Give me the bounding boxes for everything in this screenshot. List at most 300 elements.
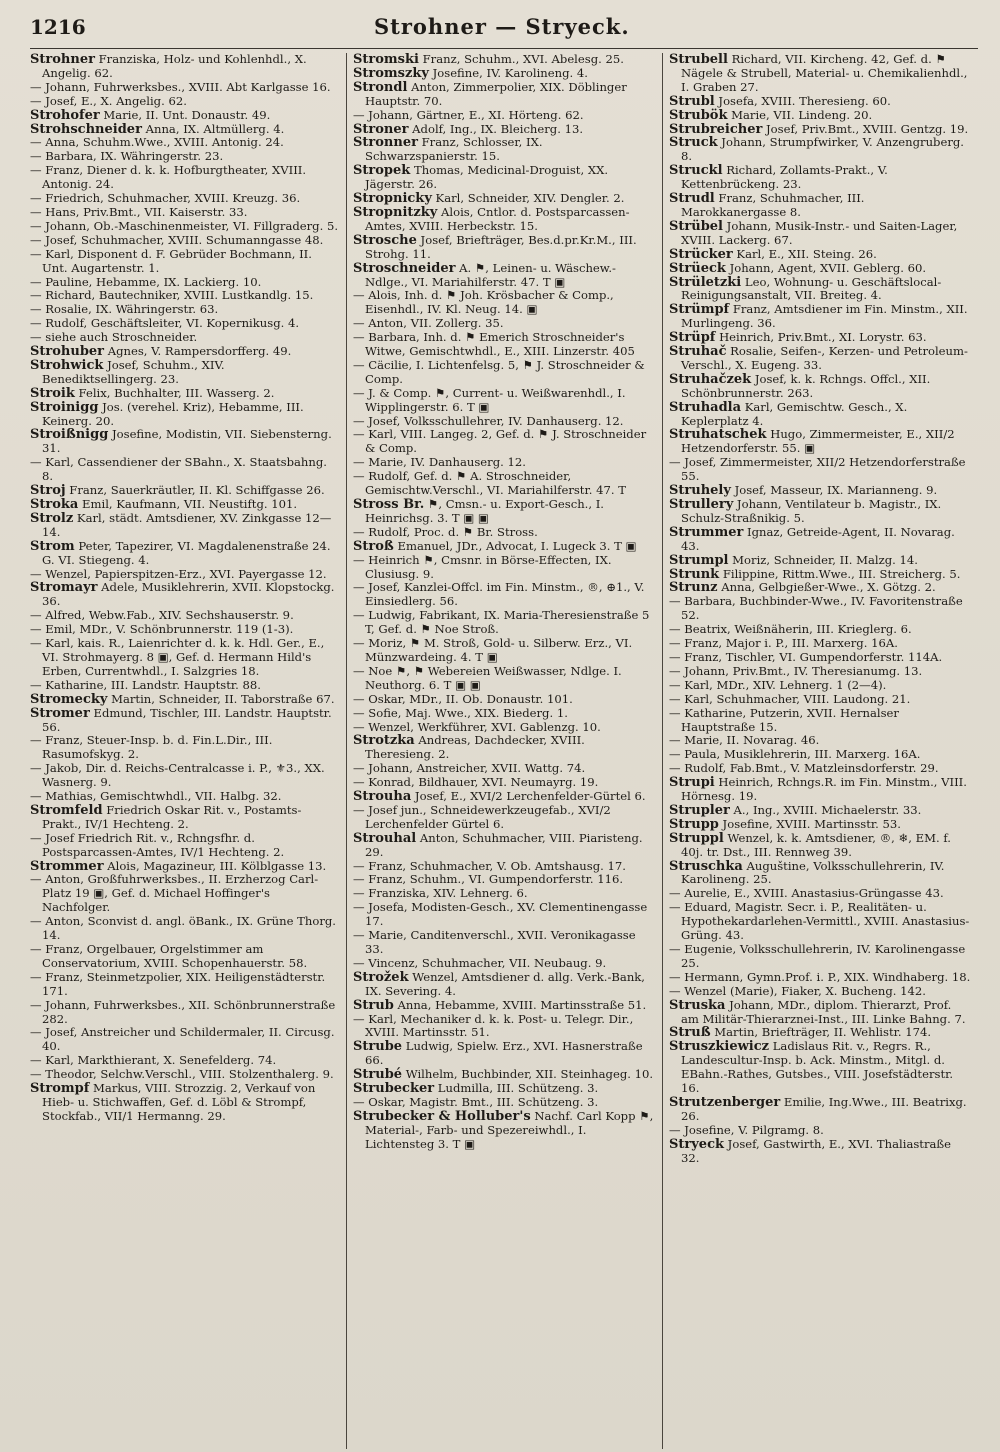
entry-surname: Strummer (669, 524, 744, 540)
directory-entry (353, 359, 656, 387)
entry-details: — Josef, Anstreicher und Schildermaler, II. Circusg. 40. (30, 1025, 335, 1054)
entry-details: — J. & Comp. ⚑, Current- u. Weißwarenhdl., I. Wipplingerstr. 6. T ▣ (353, 385, 626, 414)
directory-entry (669, 95, 972, 109)
entry-details: Heinrich, Priv.Bmt., XI. Lorystr. 63. (715, 330, 927, 345)
entry-details: Franz, Sauerkräutler, II. Kl. Schiffgasse 26. (65, 483, 325, 498)
entry-details: — Karl, MDr., XIV. Lehnerg. 1 (2—4). (669, 677, 887, 692)
entry-details: — Sofie, Maj. Wwe., XIX. Biederg. 1. (353, 705, 568, 720)
entry-surname: Strosche (353, 232, 417, 248)
directory-entry (30, 804, 340, 832)
entry-surname: Stross Br. (353, 497, 425, 512)
entry-surname: Strupi (669, 775, 715, 791)
entry-details: — Marie, Canditenverschl., XVII. Veronikagasse 33. (353, 928, 636, 956)
entry-details: — Franz, Tischler, VI. Gumpendorferstr. 114A. (669, 649, 943, 664)
directory-entry (353, 1040, 656, 1068)
entry-details: Alois, Magazineur, III. Kölblgasse 13. (103, 858, 327, 873)
entry-details: — Marie, II. Novarag. 46. (669, 733, 820, 748)
entry-surname: Strožek (353, 969, 409, 985)
directory-entry (30, 762, 340, 790)
entry-details: — Alfred, Webw.Fab., XIV. Sechshauserstr. 9. (30, 608, 294, 623)
directory-entry (30, 498, 340, 512)
column-3 (662, 53, 978, 1449)
directory-entry (669, 985, 972, 999)
directory-entry (669, 248, 972, 262)
entry-surname: Strüeck (669, 260, 726, 276)
directory-entry (669, 401, 972, 429)
entry-details: Josef, E., XVI/2 Lerchenfelder-Gürtel 6. (411, 789, 646, 804)
entry-details: Heinrich, Rchngs.R. im Fin. Minstm., VIII. Hörnesg. 19. (681, 775, 967, 804)
entry-details: — Marie, IV. Danhauserg. 12. (353, 455, 526, 470)
entry-details: — Hans, Priv.Bmt., VII. Kaiserstr. 33. (30, 204, 248, 219)
entry-details: — Josef Friedrich Rit. v., Rchngsfhr. d. Postsparcassen-Amtes, IV/1 Hechteng. 2. (30, 830, 285, 859)
entry-details: Karl, E., XII. Steing. 26. (732, 246, 877, 261)
directory-entry (669, 581, 972, 595)
entry-details: — Richard, Bautechniker, XVIII. Lustkandlg. 15. (30, 288, 314, 303)
directory-entry (30, 623, 340, 637)
directory-entry (353, 456, 656, 470)
directory-entry (30, 971, 340, 999)
entry-surname: Struhatschek (669, 427, 767, 443)
directory-entry (669, 679, 972, 693)
entry-surname: Strotzka (353, 733, 415, 749)
entry-surname: Struhadla (669, 399, 742, 415)
entry-details: A., Ing., XVIII. Michaelerstr. 33. (729, 802, 922, 817)
directory-entry (353, 1013, 656, 1041)
entry-details: Emanuel, JDr., Advocat, I. Lugeck 3. T ▣ (393, 538, 637, 553)
entry-details: Thomas, Medicinal-Droguist, XX. Jägerstr. 26. (365, 163, 609, 192)
column-2 (346, 53, 662, 1449)
entry-surname: Strubök (669, 107, 728, 123)
entry-details: — Anton, VII. Zollerg. 35. (353, 316, 504, 331)
directory-entry (30, 484, 340, 498)
directory-entry (353, 1082, 656, 1096)
entry-details: — Josef, Volksschullehrer, IV. Danhauserg. 12. (353, 413, 624, 428)
directory-entry (353, 289, 656, 317)
entry-details: Hugo, Zimmermeister, E., XII/2 Hetzendorferstr. 55. ▣ (681, 427, 955, 456)
entry-details: — Barbara, Inh. d. ⚑ Emerich Stroschneider's Witwe, Gemischtwhdl., E., XIII. Linzerstr. 405 (353, 330, 635, 359)
entry-surname: Struska (669, 997, 726, 1013)
entry-details: — Franz, Schuhm., VI. Gumpendorferstr. 116. (353, 872, 624, 887)
entry-details: Ignaz, Getreide-Agent, II. Novarag. 43. (681, 524, 955, 553)
directory-entry (353, 721, 656, 735)
entry-details: Richard, Zollamts-Prakt., V. Kettenbrückeng. 23. (681, 163, 888, 192)
directory-entry (30, 303, 340, 317)
directory-entry (30, 150, 340, 164)
entry-details: — Hermann, Gymn.Prof. i. P., XIX. Windhaberg. 18. (669, 969, 971, 984)
entry-details: Franziska, Holz- und Kohlenhdl., X. Angelig. 62. (42, 53, 307, 80)
entry-details: Anna, Hebamme, XVIII. Martinsstraße 51. (393, 997, 647, 1012)
entry-details: Anton, Zimmerpolier, XIX. Döblinger Hauptstr. 70. (365, 79, 627, 108)
directory-entry (30, 387, 340, 401)
directory-entry (669, 164, 972, 192)
entry-details: — Theodor, Selchw.Verschl., VIII. Stolzenthalerg. 9. (30, 1067, 334, 1082)
entry-details: — Franz, Diener d. k. k. Hofburgtheater, XVIII. Antonig. 24. (30, 163, 307, 192)
directory-entry (30, 637, 340, 679)
entry-details: Markus, VIII. Strozzig. 2, Verkauf von Hieb- u. Stichwaffen, Gef. d. Löbl & Strompf, Stockfab., VII/1 Hermanng. 29. (42, 1081, 316, 1123)
entry-details: Josefa, XVIII. Theresieng. 60. (714, 93, 891, 108)
entry-details: — Franziska, XIV. Lehnerg. 6. (353, 886, 528, 901)
directory-entry (353, 860, 656, 874)
directory-entry (30, 331, 340, 345)
entry-details: — Eugenie, Volksschullehrerin, IV. Karolinengasse 25. (669, 942, 966, 970)
entry-details: — Johann, Gärtner, E., XI. Hörteng. 62. (353, 107, 584, 122)
entry-details: Agnes, V. Rampersdorfferg. 49. (104, 344, 292, 359)
entry-surname: Strudl (669, 191, 715, 207)
entry-details: Marie, II. Unt. Donaustr. 49. (99, 107, 271, 122)
entry-details: Johann, Agent, XVII. Geblerg. 60. (725, 260, 927, 275)
directory-entry (30, 345, 340, 359)
directory-entry (30, 832, 340, 860)
entry-details: — Wenzel, Werkführer, XVI. Gablenzg. 10. (353, 719, 601, 734)
entry-surname: Stromayr (30, 580, 98, 596)
directory-entry (30, 1082, 340, 1124)
directory-entry (669, 651, 972, 665)
directory-entry (669, 123, 972, 137)
directory-entry (30, 53, 340, 81)
directory-entry (669, 568, 972, 582)
entry-surname: Strohner (30, 53, 95, 67)
directory-entry (669, 109, 972, 123)
directory-entry (669, 637, 972, 651)
entry-details: — Karl, Markthierant, X. Senefelderg. 74. (30, 1053, 277, 1068)
directory-entry (30, 734, 340, 762)
entry-details: — Johann, Anstreicher, XVII. Wattg. 74. (353, 761, 586, 776)
entry-details: Wenzel, Amtsdiener d. allg. Verk.-Bank, IX. Severing. 4. (365, 969, 645, 998)
entry-details: Friedrich Oskar Rit. v., Postamts-Prakt., IV/1 Hechteng. 2. (42, 802, 302, 831)
entry-details: Ladislaus Rit. v., Regrs. R., Landescultur-Insp. b. Ack. Minstm., Mitgl. d. EBahn.-Rathes, Gutsbes., VIII. Josefstädterstr. 16. (681, 1039, 954, 1096)
entry-surname: Strücker (669, 246, 733, 262)
entry-details: — Anna, Schuhm.Wwe., XVIII. Antonig. 24. (30, 135, 284, 150)
entry-surname: Stroj (30, 483, 66, 499)
directory-entry (669, 595, 972, 623)
directory-entry (669, 887, 972, 901)
directory-entry (353, 428, 656, 456)
entry-surname: Struck (669, 135, 718, 151)
entry-surname: Strom (30, 538, 75, 554)
directory-entry (353, 901, 656, 929)
directory-entry (669, 262, 972, 276)
entry-details: Ludwig, Spielw. Erz., XVI. Hasnerstraße 66. (365, 1039, 643, 1068)
directory-entry (30, 276, 340, 290)
directory-entry (353, 415, 656, 429)
directory-columns (30, 53, 978, 1449)
entry-details: — Oskar, MDr., II. Ob. Donaustr. 101. (353, 691, 573, 706)
directory-entry (669, 1026, 972, 1040)
entry-details: — Josef jun., Schneidewerkzeugefab., XVI/2 Lerchenfelder Gürtel 6. (353, 802, 611, 831)
entry-details: Auguštine, Volksschullehrerin, IV. Karolineng. 25. (681, 858, 945, 887)
entry-surname: Strouhal (353, 830, 417, 846)
entry-details: Johann, MDr., diplom. Thierarzt, Prof. am Militär-Thierarznei-Inst., III. Linke Bahng. 7. (681, 997, 966, 1026)
entry-surname: Struhač (669, 344, 727, 360)
entry-details: — Josefa, Modisten-Gesch., XV. Clementinengasse 17. (353, 900, 648, 929)
directory-entry (353, 790, 656, 804)
directory-entry (30, 540, 340, 568)
directory-entry (30, 707, 340, 735)
entry-details: — siehe auch Stroschneider. (30, 330, 198, 345)
directory-entry (669, 526, 972, 554)
directory-entry (669, 484, 972, 498)
entry-details: — Karl, Disponent d. F. Gebrüder Bochmann, II. Unt. Augartenstr. 1. (30, 246, 312, 275)
directory-entry (353, 387, 656, 415)
directory-entry (669, 971, 972, 985)
entry-details: — Eduard, Magistr. Secr. i. P., Realitäten- u. Hypothekardarlehen-Vermittl., XVIII. Anastasius-Grüng. 43. (669, 900, 970, 943)
entry-surname: Strubé (353, 1067, 403, 1083)
directory-entry (353, 832, 656, 860)
directory-entry (353, 707, 656, 721)
entry-surname: Strületzki (669, 274, 742, 290)
directory-entry (669, 220, 972, 248)
entry-details: Jos. (verehel. Kriz), Hebamme, III. Keinerg. 20. (42, 399, 304, 428)
entry-surname: Strunk (669, 566, 720, 582)
entry-details: — Anton, Großfuhrwerksbes., II. Erzherzog Carl-Platz 19 ▣, Gef. d. Michael Hoffinger's Nachfolger. (30, 872, 319, 915)
directory-entry (353, 887, 656, 901)
directory-entry (353, 665, 656, 693)
entry-details: Anton, Schuhmacher, VIII. Piaristeng. 29. (365, 830, 643, 859)
directory-entry (669, 943, 972, 971)
entry-details: — Beatrix, Weißnäherin, III. Krieglerg. 6. (669, 622, 912, 637)
directory-entry (353, 609, 656, 637)
directory-entry (30, 401, 340, 429)
entry-surname: Stroinigg (30, 399, 99, 415)
directory-entry (30, 81, 340, 95)
entry-details: — Josef, Kanzlei-Offcl. im Fin. Minstm., ®, ⊕1., V. Einsiedlerg. 56. (353, 580, 645, 609)
directory-entry (353, 164, 656, 192)
directory-entry (30, 693, 340, 707)
directory-entry (669, 832, 972, 860)
entry-surname: Stropek (353, 163, 411, 179)
entry-surname: Stronner (353, 135, 418, 151)
directory-entry (353, 971, 656, 999)
entry-surname: Stroschneider (353, 260, 456, 276)
entry-surname: Strohuber (30, 344, 105, 360)
entry-details: Franz, Schlosser, IX. Schwarzspanierstr. 15. (365, 135, 543, 164)
entry-surname: Struppl (669, 830, 724, 846)
directory-entry (669, 192, 972, 220)
directory-entry (669, 748, 972, 762)
entry-details: Johann, Strumpfwirker, V. Anzengruberg. 8. (681, 135, 964, 164)
entry-details: — Josef, Schuhmacher, XVIII. Schumanngasse 48. (30, 232, 324, 247)
entry-surname: Stropnicky (353, 191, 432, 207)
directory-entry (353, 109, 656, 123)
entry-details: — Emil, MDr., V. Schönbrunnerstr. 119 (1-3). (30, 622, 294, 637)
entry-surname: Strupler (669, 802, 730, 818)
directory-entry (30, 679, 340, 693)
entry-surname: Strullery (669, 497, 734, 512)
entry-details: — Pauline, Hebamme, IX. Lackierg. 10. (30, 274, 262, 289)
entry-details: — Wenzel, Papierspitzen-Erz., XVI. Payergasse 12. (30, 566, 327, 581)
entry-details: Adele, Musiklehrerin, XVII. Klopstockg. 36. (42, 580, 335, 609)
directory-entry (353, 1110, 656, 1152)
directory-entry (353, 123, 656, 137)
entry-details: Josef, Priv.Bmt., XVIII. Gentzg. 19. (762, 121, 969, 136)
entry-details: Felix, Buchhalter, III. Wasserg. 2. (74, 385, 275, 400)
directory-entry (30, 609, 340, 623)
directory-entry (669, 276, 972, 304)
directory-entry (669, 734, 972, 748)
entry-details: — Karl, Schuhmacher, VIII. Laudong. 21. (669, 691, 911, 706)
entry-surname: Stroka (30, 497, 79, 512)
entry-details: — Franz, Orgelbauer, Orgelstimmer am Conservatorium, XVIII. Schopenhauerstr. 58. (30, 942, 308, 970)
entry-details: — Barbara, Buchbinder-Wwe., IV. Favoritenstraße 52. (669, 594, 963, 623)
entry-details: Martin, Briefträger, II. Wehlistr. 174. (710, 1025, 932, 1040)
directory-entry (30, 248, 340, 276)
directory-entry (669, 776, 972, 804)
directory-entry (353, 693, 656, 707)
entry-surname: Strupp (669, 816, 719, 832)
directory-entry (30, 568, 340, 582)
entry-details: Richard, VII. Kircheng. 42, Gef. d. ⚑ Nägele & Strubell, Material- u. Chemikalienhdl., I. Graben 27. (681, 53, 968, 94)
entry-details: — Rudolf, Geschäftsleiter, VI. Kopernikusg. 4. (30, 316, 300, 331)
directory-entry (30, 428, 340, 456)
entry-details: Karl, Gemischtw. Gesch., X. Keplerplatz 4. (681, 399, 908, 428)
page-number: 1216 (30, 15, 86, 39)
entry-surname: Strub (353, 997, 394, 1013)
entry-details: Josefine, XVIII. Martinsstr. 53. (718, 816, 901, 831)
entry-details: — Heinrich ⚑, Cmsnr. in Börse-Effecten, IX. Clusiusg. 9. (353, 552, 612, 581)
directory-entry (353, 234, 656, 262)
directory-entry (30, 109, 340, 123)
entry-details: — Konrad, Bildhauer, XVI. Neumayrg. 19. (353, 775, 599, 790)
directory-entry (353, 873, 656, 887)
entry-details: — Josefine, V. Pilgramg. 8. (669, 1122, 824, 1137)
entry-details: Filippine, Rittm.Wwe., III. Streicherg. 5. (719, 566, 961, 581)
entry-surname: Strohwick (30, 357, 104, 373)
directory-entry (353, 470, 656, 498)
entry-surname: Strouha (353, 789, 412, 805)
page-header (30, 14, 978, 49)
entry-surname: Strube (353, 1039, 403, 1055)
entry-details: — Rudolf, Proc. d. ⚑ Br. Stross. (353, 524, 538, 539)
column-1 (30, 53, 346, 1449)
entry-details: — Katharine, Putzerin, XVII. Hernalser Hauptstraße 15. (669, 705, 899, 734)
entry-details: Martin, Schneider, II. Taborstraße 67. (107, 691, 335, 706)
entry-details: Adolf, Ing., IX. Bleicherg. 13. (408, 121, 584, 136)
entry-details: Edmund, Tischler, III. Landstr. Hauptstr. 56. (42, 705, 332, 734)
entry-details: Johann, Musik-Instr.- und Saiten-Lager, XVIII. Lackerg. 67. (681, 218, 958, 247)
entry-details: — Anton, Sconvist d. angl. öBank., IX. Grüne Thorg. 14. (30, 914, 336, 943)
entry-details: — Friedrich, Schuhmacher, XVIII. Kreuzg. 36. (30, 191, 301, 206)
entry-details: — Johann, Ob.-Maschinenmeister, VI. Fillgraderg. 5. (30, 218, 339, 233)
directory-entry (30, 1054, 340, 1068)
directory-entry (669, 762, 972, 776)
entry-details: — Josef, E., X. Angelig. 62. (30, 93, 187, 108)
entry-details: — Mathias, Gemischtwhdl., VII. Halbg. 32. (30, 789, 282, 804)
entry-surname: Strompf (30, 1081, 90, 1097)
entry-surname: Struckl (669, 163, 723, 179)
entry-details: Johann, Ventilateur b. Magistr., IX. Schulz-Straßnikig. 5. (681, 497, 942, 525)
entry-details: Wilhelm, Buchbinder, XII. Steinhageg. 10. (402, 1067, 654, 1082)
directory-entry (353, 1096, 656, 1110)
entry-details: — Aurelie, E., XVIII. Anastasius-Grüngasse 43. (669, 886, 944, 901)
directory-entry (353, 317, 656, 331)
directory-entry (30, 359, 340, 387)
entry-details: — Karl, kais. R., Laienrichter d. k. k. Hdl. Ger., E., VI. Strohmayerg. 8 ▣, Gef. d. Hermann Hild's Erben, Currentwhdl., I. Salzgries 18. (30, 636, 325, 678)
directory-entry (669, 53, 972, 95)
entry-details: — Johann, Fuhrwerksbes., XII. Schönbrunnerstraße 282. (30, 997, 336, 1026)
directory-entry (669, 373, 972, 401)
directory-entry (353, 929, 656, 957)
directory-entry (30, 581, 340, 609)
directory-entry (30, 289, 340, 303)
entry-surname: Struhely (669, 483, 731, 499)
entry-details: Ludmilla, III. Schützeng. 3. (434, 1081, 599, 1096)
entry-surname: Stromszky (353, 65, 429, 81)
entry-details: — Cäcilie, I. Lichtenfelsg. 5, ⚑ J. Stroschneider & Comp. (353, 357, 645, 386)
entry-surname: Strolz (30, 510, 74, 526)
directory-entry (669, 331, 972, 345)
entry-surname: Strümpf (669, 302, 730, 318)
entry-details: Karl, städt. Amtsdiener, XV. Zinkgasse 12—14. (42, 510, 332, 539)
directory-entry (30, 192, 340, 206)
entry-details: — Johann, Fuhrwerksbes., XVIII. Abt Karlgasse 16. (30, 79, 331, 94)
entry-details: — Franz, Schuhmacher, V. Ob. Amtshausg. 17. (353, 858, 626, 873)
entry-details: — Noe ⚑, ⚑ Webereien Weißwasser, Ndlge. I. Neuthorg. 6. T ▣ ▣ (353, 663, 622, 692)
directory-entry (353, 206, 656, 234)
entry-details: Marie, VII. Lindeng. 20. (727, 107, 873, 122)
entry-details: Emil, Kaufmann, VII. Neustiftg. 101. (78, 497, 298, 511)
directory-entry (669, 428, 972, 456)
entry-surname: Strunz (669, 580, 718, 596)
entry-details: Leo, Wohnung- u. Geschäftslocal-Reinigungsanstalt, VII. Breiteg. 4. (681, 274, 942, 303)
directory-entry (669, 136, 972, 164)
directory-entry (669, 554, 972, 568)
entry-details: — Karl, Mechaniker d. k. k. Post- u. Telegr. Dir., XVIII. Martinsstr. 51. (353, 1011, 634, 1040)
directory-entry (669, 999, 972, 1027)
directory-entry (30, 234, 340, 248)
entry-surname: Strutzenberger (669, 1094, 781, 1110)
entry-details: — Jakob, Dir. d. Reichs-Centralcasse i. P., ⚜3., XX. Wasnerg. 9. (30, 761, 325, 790)
directory-entry (30, 164, 340, 192)
directory-entry (30, 123, 340, 137)
directory-entry (30, 873, 340, 915)
directory-entry (669, 498, 972, 526)
entry-surname: Strubecker (353, 1081, 435, 1097)
entry-details: — Alois, Inh. d. ⚑ Joh. Krösbacher & Comp., Eisenhdl., IV. Kl. Neug. 14. ▣ (353, 288, 614, 317)
directory-entry (30, 999, 340, 1027)
entry-details: Anna, IX. Altmüllerg. 4. (141, 121, 285, 136)
entry-surname: Strüpf (669, 330, 716, 346)
entry-surname: Strübel (669, 218, 723, 234)
entry-details: — Oskar, Magistr. Bmt., III. Schützeng. 3. (353, 1094, 599, 1109)
entry-details: Franz, Amtsdiener im Fin. Minstm., XII. Murlingeng. 36. (681, 302, 968, 331)
entry-details: Andreas, Dachdecker, XVIII. Theresieng. 2. (365, 733, 585, 762)
directory-entry (353, 762, 656, 776)
directory-entry (30, 512, 340, 540)
directory-entry (353, 331, 656, 359)
directory-entry (353, 999, 656, 1013)
directory-entry (353, 262, 656, 290)
directory-entry (669, 665, 972, 679)
entry-details: — Josef, Zimmermeister, XII/2 Hetzendorferstraße 55. (669, 455, 966, 484)
directory-entry (669, 303, 972, 331)
directory-entry (669, 818, 972, 832)
entry-surname: Strumpl (669, 552, 729, 568)
entry-details: Josef, k. k. Rchngs. Offcl., XII. Schönbrunnerstr. 263. (681, 371, 931, 400)
entry-surname: Stromer (30, 705, 90, 721)
directory-entry (353, 637, 656, 665)
directory-entry (669, 1124, 972, 1138)
directory-entry (30, 943, 340, 971)
entry-details: — Franz, Major i. P., III. Marxerg. 16A. (669, 636, 898, 651)
directory-entry (353, 1068, 656, 1082)
entry-details: Josef, Masseur, IX. Marianneng. 9. (730, 483, 938, 498)
entry-details: — Rudolf, Gef. d. ⚑ A. Stroschneider, Gemischtw.Verschl., VI. Mariahilferstr. 47. T (353, 469, 626, 498)
entry-surname: Struschka (669, 858, 743, 874)
entry-details: — Wenzel (Marie), Fiaker, X. Bucheng. 142. (669, 983, 926, 998)
entry-details: Nachf. Carl Kopp ⚑, Material-, Farb- und Spezereiwhdl., I. Lichtensteg 3. T ▣ (365, 1108, 654, 1151)
directory-entry (30, 1026, 340, 1054)
entry-details: Anna, Gelbgießer-Wwe., X. Götzg. 2. (717, 580, 936, 595)
